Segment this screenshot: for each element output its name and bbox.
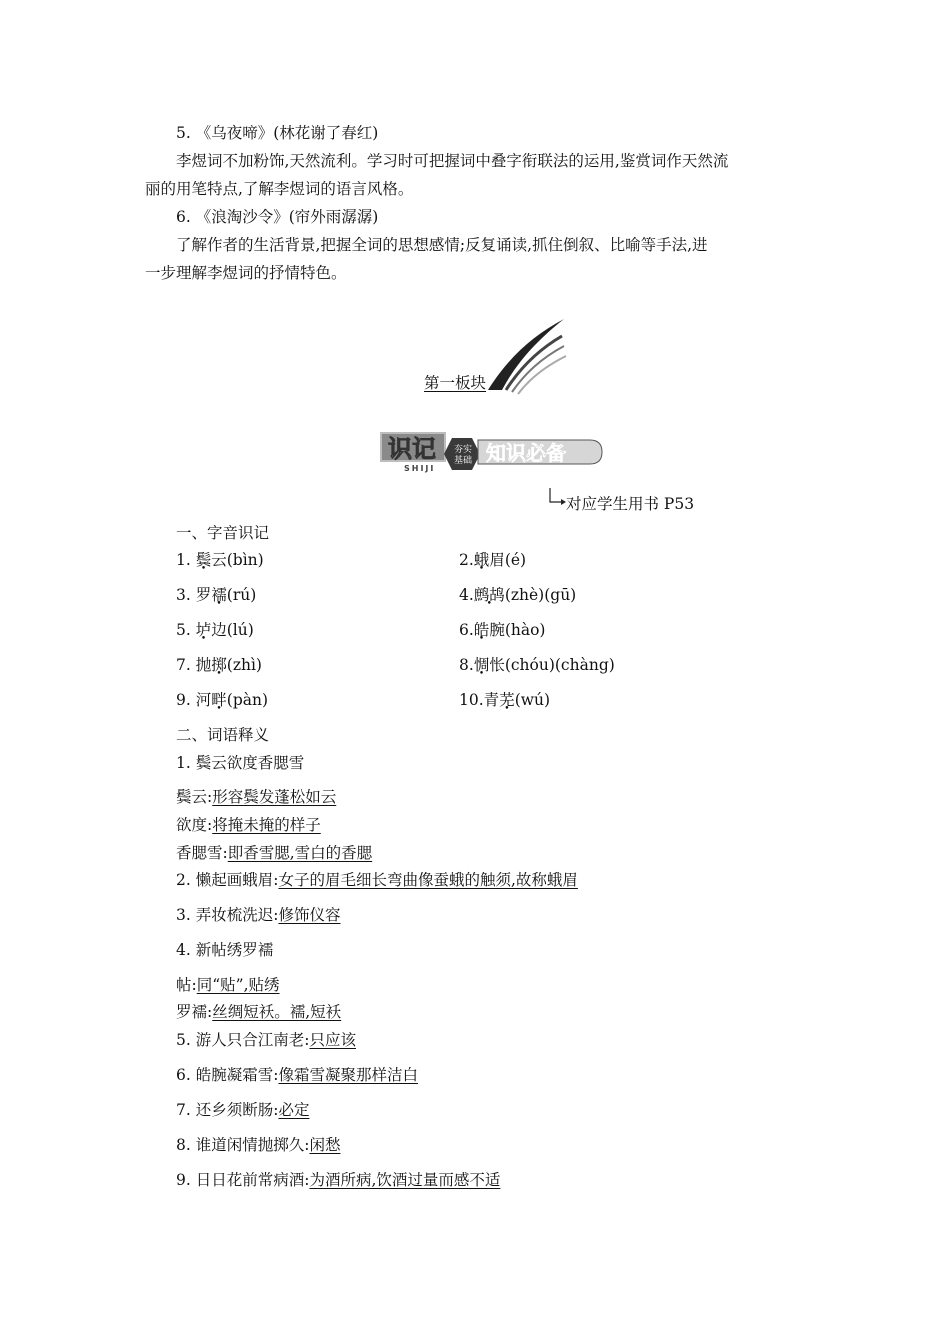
vocab-entry-1: 1. 鬓云欲度香腮雪: [176, 754, 305, 772]
vocab-term: 5. 游人只合江南老:: [176, 1031, 310, 1049]
vocab-entry-4: 4. 新帖绣罗襦: [176, 941, 274, 959]
pron-item: [459, 690, 550, 710]
vocab-entry-9: [176, 1170, 500, 1190]
vocab-meaning: 丝绸短袄。襦,短袄: [212, 1003, 342, 1021]
svg-text:SHIJI: SHIJI: [404, 464, 436, 473]
vocab-term: 8. 谁道闲情抛掷久:: [176, 1136, 310, 1154]
intro-item6-line1: 了解作者的生活背景,把握全词的思想感情;反复诵读,抓住倒叙、比喻等手法,进: [176, 236, 708, 254]
pron-pre: 青: [483, 691, 500, 709]
pron-post: (zhè)(gū): [504, 586, 577, 604]
intro-item6-title: 6. 《浪淘沙令》(帘外雨潺潺): [176, 208, 379, 226]
pron-char: 鹧鸪: [473, 586, 505, 604]
vocab-term: 9. 日日花前常病酒:: [176, 1171, 310, 1189]
pron-post: (rú): [226, 586, 257, 604]
vocab-entry-2: [176, 870, 578, 890]
intro-item5-line1: 李煜词不加粉饰,天然流利。学习时可把握词中叠字衔联法的运用,鉴赏词作天然流: [176, 152, 729, 170]
vocab-entry-3: [176, 905, 340, 925]
pron-post: 眉(é): [489, 551, 527, 569]
pron-num: 2.: [459, 551, 474, 569]
vocab-meaning: 女子的眉毛细长弯曲像蚕蛾的触须,故称蛾眉: [278, 871, 578, 889]
vocab-term: 鬓云:: [176, 788, 213, 806]
pron-char: 蛾: [473, 551, 490, 569]
vocab-term: 帖:: [176, 976, 197, 994]
pron-char: 畔: [211, 691, 227, 709]
svg-text:基础: 基础: [454, 456, 473, 466]
vocab-term: 2. 懒起画蛾眉:: [176, 871, 279, 889]
vocab-term: 欲度:: [176, 816, 213, 834]
intro-item5-title: 5. 《乌夜啼》(林花谢了春红): [176, 124, 379, 142]
vocab-def: [176, 843, 372, 863]
pron-num: 5.: [176, 621, 191, 639]
pron-item: [176, 690, 268, 710]
section-title: 第一板块: [424, 374, 487, 392]
pron-char: 襦: [211, 586, 227, 604]
pron-item: [459, 655, 615, 675]
pron-num: 1.: [176, 551, 191, 569]
vocab-term: 香腮雪:: [176, 844, 228, 862]
pron-num: 9.: [176, 691, 191, 709]
pron-item: [459, 550, 526, 570]
vocab-entry-7: [176, 1100, 309, 1120]
svg-text:夯实: 夯实: [454, 445, 473, 455]
pron-item: [176, 620, 254, 640]
vocab-meaning: 同“贴”,贴绣: [196, 976, 280, 994]
pron-pre: 抛: [195, 656, 212, 674]
vocab-meaning: 将掩未掩的样子: [212, 816, 321, 834]
pron-post: 边(lú): [211, 621, 254, 639]
pron-post: (wú): [514, 691, 551, 709]
shiji-banner-logo: [380, 430, 610, 474]
pron-pre: 河: [195, 691, 212, 709]
vocab-meaning: 修饰仪容: [278, 906, 341, 924]
vocab-entry-6: [176, 1065, 418, 1085]
vocab-term: 6. 皓腕凝霜雪:: [176, 1066, 279, 1084]
vocab-meaning: 像霜雪凝聚那样洁白: [278, 1066, 418, 1084]
pron-item: [176, 655, 262, 675]
vocab-meaning: 为酒所病,饮酒过量而感不适: [309, 1171, 501, 1189]
pron-pre: 罗: [195, 586, 212, 604]
vocab-heading: 二、词语释义: [176, 726, 270, 744]
vocab-meaning: 形容鬓发蓬松如云: [212, 788, 337, 806]
pron-num: 4.: [459, 586, 474, 604]
vocab-term: 7. 还乡须断肠:: [176, 1101, 279, 1119]
svg-text:识记: 识记: [388, 435, 436, 463]
textbook-reference: 对应学生用书 P53: [566, 495, 695, 513]
pron-heading: 一、字音识记: [176, 524, 270, 542]
pron-char: 鬓: [195, 551, 212, 569]
vocab-meaning: 只应该: [309, 1031, 356, 1049]
pron-char: 惆: [473, 656, 490, 674]
pron-item: [176, 550, 264, 570]
pron-num: 3.: [176, 586, 191, 604]
pron-item: [459, 620, 545, 640]
pron-item: [176, 585, 256, 605]
vocab-term: 3. 弄妆梳洗迟:: [176, 906, 279, 924]
pron-num: 6.: [459, 621, 474, 639]
vocab-def: [176, 815, 321, 835]
intro-item6-line2: 一步理解李煜词的抒情特色。: [145, 264, 347, 282]
pron-item: [459, 585, 576, 605]
pron-post: (zhì): [226, 656, 262, 674]
vocab-def: [176, 975, 280, 995]
pron-num: 7.: [176, 656, 191, 674]
vocab-meaning: 闲愁: [309, 1136, 341, 1154]
pron-post: (pàn): [226, 691, 269, 709]
pron-char: 掷: [211, 656, 227, 674]
pron-char: 皓: [473, 621, 490, 639]
vocab-entry-8: [176, 1135, 340, 1155]
pron-post: 云(bìn): [211, 551, 264, 569]
vocab-def: [176, 1002, 341, 1022]
pron-post: 腕(hào): [489, 621, 546, 639]
pron-num: 8.: [459, 656, 474, 674]
pron-post: 怅(chóu)(chàng): [489, 656, 615, 674]
vocab-meaning: 必定: [278, 1101, 310, 1119]
vocab-def: [176, 787, 336, 807]
pron-char: 芜: [499, 691, 515, 709]
pron-num: 10.: [459, 691, 484, 709]
vocab-term: 罗襦:: [176, 1003, 213, 1021]
vocab-entry-5: [176, 1030, 356, 1050]
vocab-meaning: 即香雪腮,雪白的香腮: [227, 844, 373, 862]
pron-char: 垆: [195, 621, 212, 639]
svg-text:知识必备: 知识必备: [486, 441, 566, 465]
swoosh-decoration: [480, 316, 570, 396]
intro-item5-line2: 丽的用笔特点,了解李煜词的语言风格。: [145, 180, 414, 198]
